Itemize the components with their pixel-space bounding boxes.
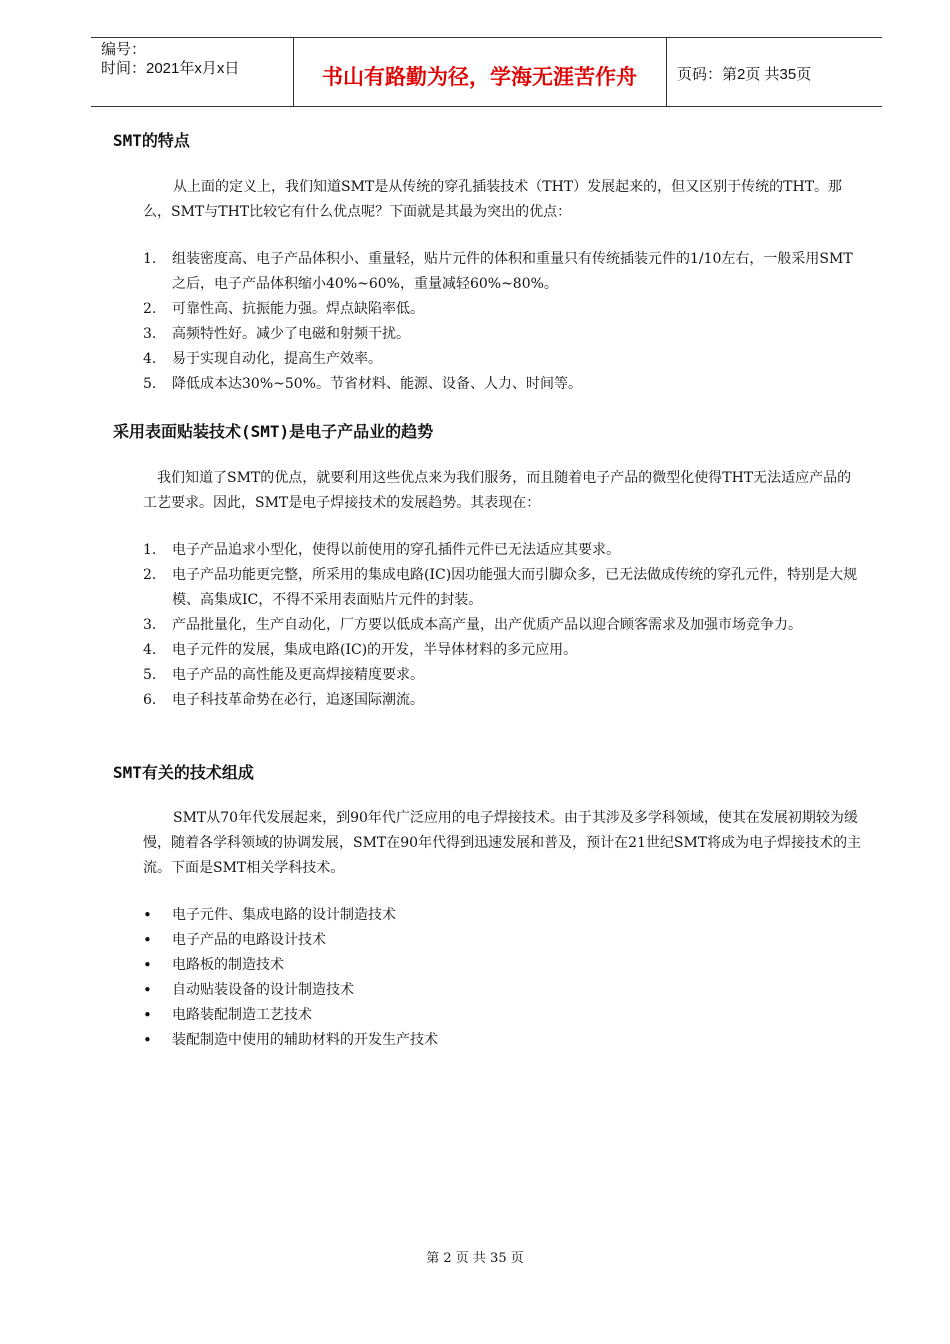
bullet-icon: •	[143, 931, 152, 949]
list-item	[143, 322, 863, 347]
list-item-number: 4.	[143, 642, 157, 658]
list-item	[143, 663, 863, 688]
list-item-number: 3.	[143, 326, 157, 342]
list-item-text: 电子元件的发展，集成电路(IC)的开发，半导体材料的多元应用。	[172, 642, 578, 658]
list-item	[143, 928, 863, 953]
list-item-text: 装配制造中使用的辅助材料的开发生产技术	[172, 1032, 438, 1048]
list-item-text: 电路板的制造技术	[172, 957, 284, 973]
list-item-number: 1.	[143, 251, 157, 267]
list-item-text: 组装密度高、电子产品体积小、重量轻，贴片元件的体积和重量只有传统插装元件的1/10左右，一般采用SMT之后，电子产品体积缩小40%~60%，重量减轻60%~80%。	[172, 251, 853, 292]
section-paragraph-smt-tech: SMT从70年代发展起来，到90年代广泛应用的电子焊接技术。由于其涉及多学科领域，使其在发展初期较为缓慢，随着各学科领域的协调发展，SMT在90年代得到迅速发展和普及，预计在21世纪SMT将成为电子焊接技术的主流。下面是SMT相关学科技术。	[143, 810, 862, 876]
list-item	[143, 903, 863, 928]
list-item-number: 2.	[143, 567, 157, 583]
list-item-text: 电子元件、集成电路的设计制造技术	[172, 907, 396, 923]
list-item	[143, 638, 863, 663]
list-item-number: 5.	[143, 376, 157, 392]
list-item-text: 自动贴装设备的设计制造技术	[172, 982, 354, 998]
list-item-text: 易于实现自动化，提高生产效率。	[172, 351, 382, 367]
smt-tech-list	[143, 903, 863, 1053]
list-item	[143, 1003, 863, 1028]
list-item	[143, 978, 863, 1003]
bullet-icon: •	[143, 981, 152, 999]
list-item	[143, 347, 863, 372]
list-item	[143, 953, 863, 978]
list-item-text: 电子产品的电路设计技术	[172, 932, 326, 948]
list-item-number: 4.	[143, 351, 157, 367]
list-item	[143, 563, 863, 613]
list-item-number: 6.	[143, 692, 157, 708]
header-meta-cell	[91, 38, 294, 106]
list-item-text: 降低成本达30%~50%。节省材料、能源、设备、人力、时间等。	[172, 376, 582, 392]
header-motto-cell	[293, 38, 667, 106]
page-header	[91, 37, 882, 107]
section-heading-smt-features: SMT的特点	[113, 131, 190, 150]
list-item	[143, 1028, 863, 1053]
list-item-number: 5.	[143, 667, 157, 683]
list-item-number: 1.	[143, 542, 157, 558]
list-item-number: 2.	[143, 301, 157, 317]
section-paragraph-smt-trend: 我们知道了SMT的优点，就要利用这些优点来为我们服务，而且随着电子产品的微型化使得THT无法适应产品的工艺要求。因此，SMT是电子焊接技术的发展趋势。其表现在：	[143, 470, 852, 511]
list-item-text: 电子产品的高性能及更高焊接精度要求。	[172, 667, 424, 683]
header-motto: 书山有路勤为径，学海无涯苦作舟	[322, 65, 637, 89]
list-item	[143, 247, 863, 297]
list-item	[143, 372, 863, 397]
section-paragraph-smt-features: 从上面的定义上，我们知道SMT是从传统的穿孔插装技术（THT）发展起来的，但又区别于传统的THT。那么，SMT与THT比较它有什么优点呢？下面就是其最为突出的优点：	[143, 179, 843, 220]
list-item-text: 电子科技革命势在必行，追逐国际潮流。	[172, 692, 424, 708]
bullet-icon: •	[143, 1006, 152, 1024]
list-item-text: 高频特性好。减少了电磁和射频干扰。	[172, 326, 410, 342]
list-item-text: 产品批量化，生产自动化，厂方要以低成本高产量，出产优质产品以迎合顾客需求及加强市场竞争力。	[172, 617, 802, 633]
page-footer: 第 2 页 共 35 页	[426, 1251, 524, 1266]
bullet-icon: •	[143, 906, 152, 924]
smt-trend-list	[143, 538, 863, 713]
list-item-text: 电子产品功能更完整，所采用的集成电路(IC)因功能强大而引脚众多，已无法做成传统的穿孔元件，特别是大规模、高集成IC，不得不采用表面贴片元件的封装。	[172, 567, 858, 608]
list-item	[143, 297, 863, 322]
section-heading-smt-trend: 采用表面贴装技术(SMT)是电子产品业的趋势	[113, 422, 434, 441]
document-time-label: 时间：2021年x月x日	[101, 60, 240, 77]
list-item	[143, 538, 863, 563]
bullet-icon: •	[143, 1031, 152, 1049]
list-item-text: 电路装配制造工艺技术	[172, 1007, 312, 1023]
section-heading-smt-tech: SMT有关的技术组成	[113, 763, 254, 782]
list-item	[143, 688, 863, 713]
list-item-text: 电子产品追求小型化，使得以前使用的穿孔插件元件已无法适应其要求。	[172, 542, 620, 558]
header-page-info: 页码：第2页 共35页	[677, 66, 812, 83]
smt-advantages-list	[143, 247, 863, 397]
list-item-number: 3.	[143, 617, 157, 633]
bullet-icon: •	[143, 956, 152, 974]
list-item-text: 可靠性高、抗振能力强。焊点缺陷率低。	[172, 301, 424, 317]
list-item	[143, 613, 863, 638]
document-number-label: 编号：	[101, 41, 147, 58]
header-page-cell	[667, 38, 882, 106]
